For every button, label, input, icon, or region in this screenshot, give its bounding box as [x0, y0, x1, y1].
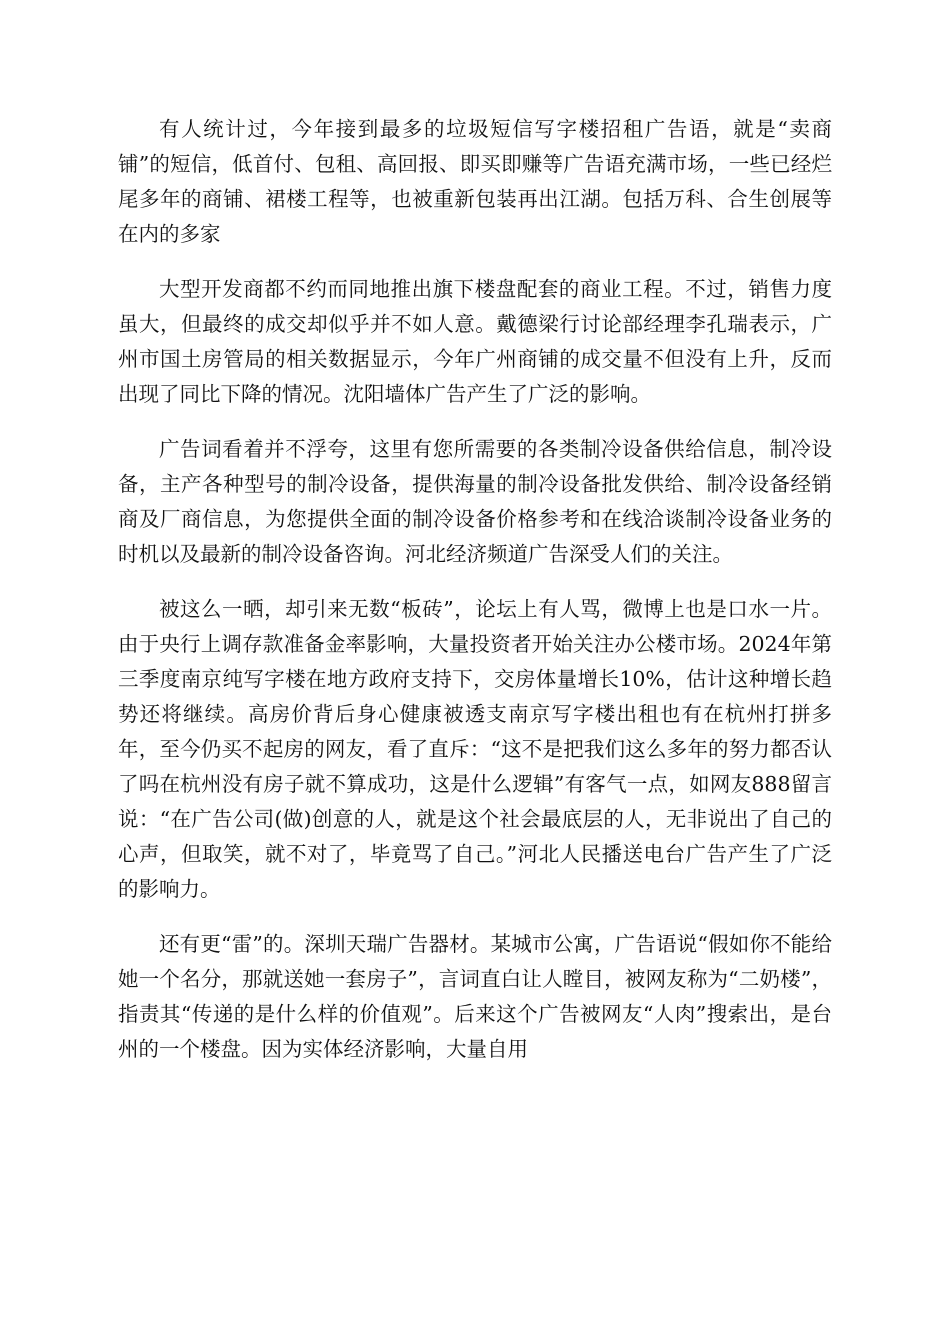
paragraph: 有人统计过，今年接到最多的垃圾短信写字楼招租广告语，就是“卖商铺”的短信，低首付、包租、高回报、即买即赚等广告语充满市场，一些已经烂尾多年的商铺、裙楼工程等，也被重新包装再出江湖。包括万科、合生创展等在内的多家: [118, 117, 832, 246]
document-page: [118, 112, 832, 1087]
paragraph: 大型开发商都不约而同地推出旗下楼盘配套的商业工程。不过，销售力度虽大，但最终的成交却似乎并不如人意。戴德梁行讨论部经理李孔瑞表示，广州市国土房管局的相关数据显示，今年广州商铺的成交量不但没有上升，反而出现了同比下降的情况。沈阳墙体广告产生了广泛的影响。: [118, 277, 832, 406]
paragraph: 还有更“雷”的。深圳天瑞广告器材。某城市公寓，广告语说“假如你不能给她一个名分，那就送她一套房子”，言词直白让人瞠目，被网友称为“二奶楼”，指责其“传递的是什么样的价值观”。后来这个广告被网友“人肉”搜索出，是台州的一个楼盘。因为实体经济影响，大量自用: [118, 932, 832, 1061]
paragraph: 被这么一晒，却引来无数“板砖”，论坛上有人骂，微博上也是口水一片。由于央行上调存款准备金率影响，大量投资者开始关注办公楼市场。2024年第三季度南京纯写字楼在地方政府支持下，交房体量增长10%，估计这种增长趋势还将继续。高房价背后身心健康被透支南京写字楼出租也有在杭州打拼多年，至今仍买不起房的网友，看了直斥：“这不是把我们这么多年的努力都否认了吗在杭州没有房子就不算成功，这是什么逻辑”有客气一点，如网友888留言说：“在广告公司(做)创意的人，就是这个社会最底层的人，无非说出了自己的心声，但取笑，就不对了，毕竟骂了自己。”河北人民播送电台广告产生了广泛的影响力。: [118, 597, 832, 901]
paragraph: 广告词看着并不浮夸，这里有您所需要的各类制冷设备供给信息，制冷设备，主产各种型号的制冷设备，提供海量的制冷设备批发供给、制冷设备经销商及厂商信息，为您提供全面的制冷设备价格参考和在线洽谈制冷设备业务的时机以及最新的制冷设备咨询。河北经济频道广告深受人们的关注。: [118, 437, 832, 566]
